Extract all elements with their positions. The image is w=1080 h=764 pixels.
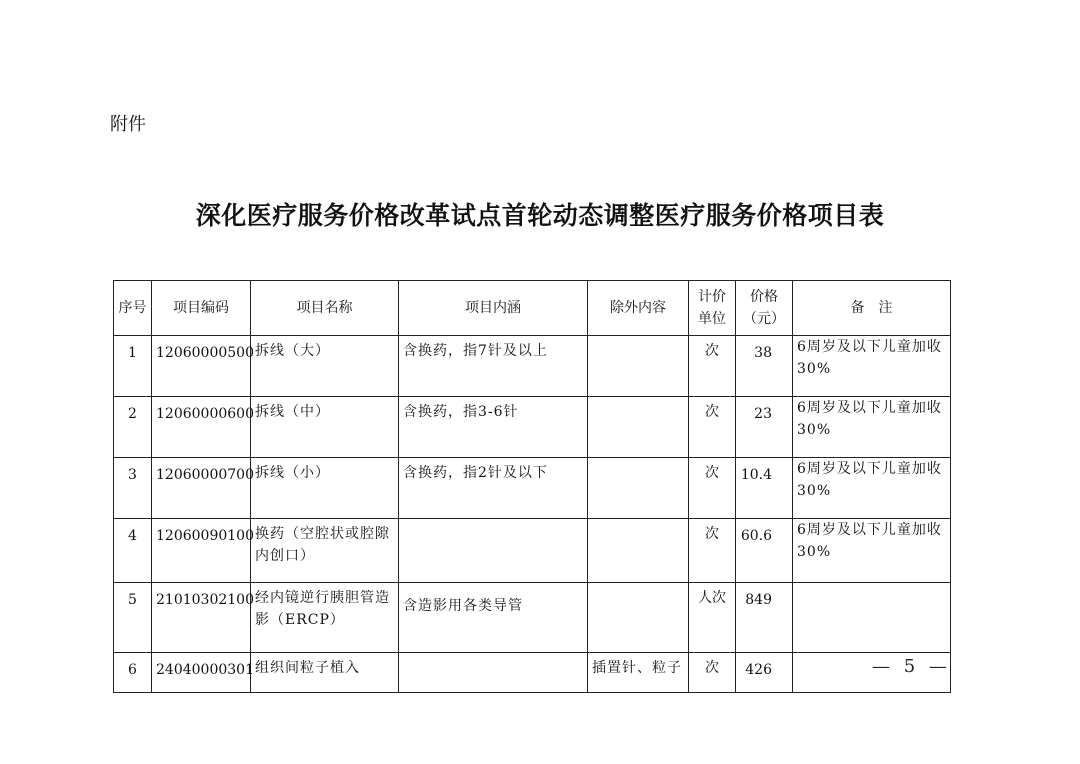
table-row xyxy=(114,397,951,458)
header-seq: 序号 xyxy=(114,281,152,336)
cell-name: 经内镜逆行胰胆管造影（ERCP） xyxy=(251,583,399,653)
cell-content xyxy=(399,519,588,583)
page-title: 深化医疗服务价格改革试点首轮动态调整医疗服务价格项目表 xyxy=(195,201,885,230)
cell-content: 含换药，指7针及以上 xyxy=(399,336,588,397)
header-price-line2: （元） xyxy=(743,311,785,327)
cell-remark: 6周岁及以下儿童加收30% xyxy=(793,458,951,519)
cell-remark: 6周岁及以下儿童加收30% xyxy=(793,336,951,397)
cell-name: 拆线（中） xyxy=(251,397,399,458)
page-number: — 5 — xyxy=(872,656,951,677)
cell-price: 38 xyxy=(736,336,793,397)
cell-unit: 次 xyxy=(689,653,736,693)
cell-unit: 次 xyxy=(689,397,736,458)
cell-exclusions xyxy=(588,336,689,397)
header-unit xyxy=(689,281,736,336)
cell-content: 含换药，指2针及以下 xyxy=(399,458,588,519)
cell-unit: 次 xyxy=(689,519,736,583)
cell-code: 21010302100 xyxy=(152,583,251,653)
cell-name: 换药（空腔状或腔隙内创口） xyxy=(251,519,399,583)
cell-content: 含换药，指3-6针 xyxy=(399,397,588,458)
header-unit-line2: 单位 xyxy=(698,311,726,327)
header-name: 项目名称 xyxy=(251,281,399,336)
cell-seq: 5 xyxy=(114,583,152,653)
cell-remark: 6周岁及以下儿童加收30% xyxy=(793,397,951,458)
table-row xyxy=(114,336,951,397)
cell-code: 12060090100 xyxy=(152,519,251,583)
cell-code: 12060000500 xyxy=(152,336,251,397)
cell-remark: 6周岁及以下儿童加收30% xyxy=(793,519,951,583)
cell-content xyxy=(399,653,588,693)
cell-price: 23 xyxy=(736,397,793,458)
cell-remark xyxy=(793,583,951,653)
cell-exclusions xyxy=(588,397,689,458)
cell-exclusions xyxy=(588,519,689,583)
cell-seq: 6 xyxy=(114,653,152,693)
cell-name: 拆线（大） xyxy=(251,336,399,397)
cell-seq: 2 xyxy=(114,397,152,458)
table-header-row xyxy=(114,281,951,336)
header-code: 项目编码 xyxy=(152,281,251,336)
cell-exclusions xyxy=(588,458,689,519)
price-table xyxy=(113,280,951,693)
header-price-line1: 价格 xyxy=(750,289,778,305)
header-exclusions: 除外内容 xyxy=(588,281,689,336)
cell-seq: 1 xyxy=(114,336,152,397)
cell-content: 含造影用各类导管 xyxy=(399,583,588,653)
cell-price: 849 xyxy=(736,583,793,653)
cell-seq: 3 xyxy=(114,458,152,519)
cell-exclusions xyxy=(588,583,689,653)
cell-unit: 人次 xyxy=(689,583,736,653)
cell-unit: 次 xyxy=(689,336,736,397)
table-row xyxy=(114,458,951,519)
table-row xyxy=(114,519,951,583)
header-content: 项目内涵 xyxy=(399,281,588,336)
cell-code: 24040000301 xyxy=(152,653,251,693)
cell-price: 10.4 xyxy=(736,458,793,519)
table-row xyxy=(114,653,951,693)
header-price xyxy=(736,281,793,336)
cell-unit: 次 xyxy=(689,458,736,519)
header-remark: 备 注 xyxy=(793,281,951,336)
table-row xyxy=(114,583,951,653)
cell-price: 426 xyxy=(736,653,793,693)
header-unit-line1: 计价 xyxy=(698,289,726,305)
cell-seq: 4 xyxy=(114,519,152,583)
cell-code: 12060000600 xyxy=(152,397,251,458)
attachment-label: 附件 xyxy=(110,114,146,135)
cell-name: 拆线（小） xyxy=(251,458,399,519)
cell-exclusions: 插置针、粒子 xyxy=(588,653,689,693)
cell-name: 组织间粒子植入 xyxy=(251,653,399,693)
cell-price: 60.6 xyxy=(736,519,793,583)
cell-code: 12060000700 xyxy=(152,458,251,519)
